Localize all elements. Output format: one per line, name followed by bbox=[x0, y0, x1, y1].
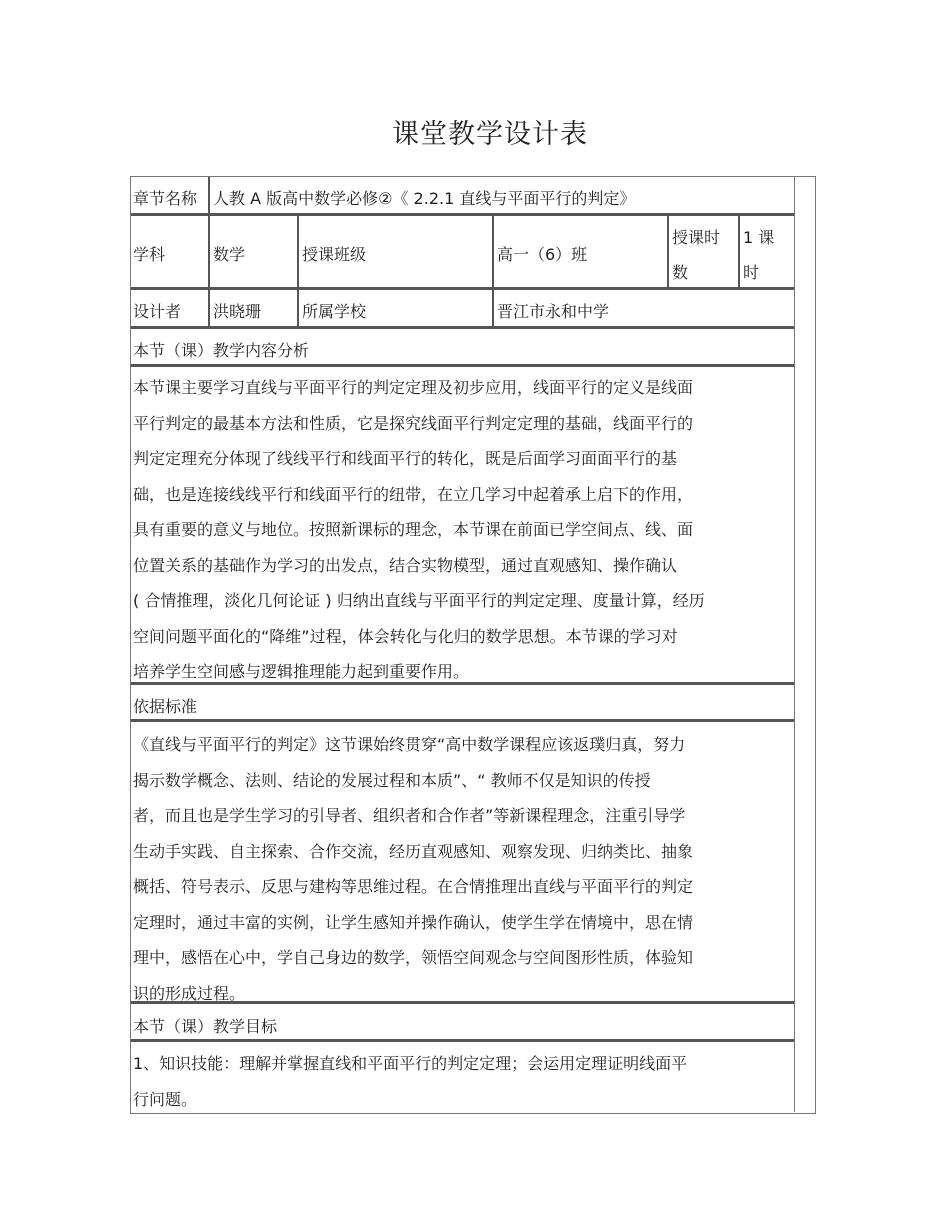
chapter-name-value: 人教 A 版高中数学必修②《 2.2.1 直线与平面平行的判定》 bbox=[213, 189, 636, 208]
row-divider bbox=[131, 1039, 794, 1042]
content-analysis-heading: 本节（课）教学内容分析 bbox=[133, 341, 310, 360]
row-divider bbox=[131, 364, 794, 367]
paragraph-line: 具有重要的意义与地位。按照新课标的理念，本节课在前面已学空间点、线、面 bbox=[133, 520, 694, 539]
designer-value: 洪晓珊 bbox=[213, 302, 262, 321]
column-divider bbox=[297, 214, 299, 327]
school-label: 所属学校 bbox=[302, 302, 367, 321]
school-value: 晋江市永和中学 bbox=[497, 302, 610, 321]
row-divider bbox=[131, 287, 794, 290]
column-divider bbox=[738, 214, 740, 289]
class-label: 授课班级 bbox=[302, 245, 367, 264]
paragraph-line: 识的形成过程。 bbox=[133, 983, 246, 1003]
hours-value-line1: 1 课 bbox=[743, 228, 775, 247]
column-divider bbox=[492, 214, 494, 327]
paragraph-line: 者，而且也是学生学习的引导者、组织者和合作者”等新课程理念，注重引导学 bbox=[133, 806, 686, 825]
basis-standard-heading: 依据标准 bbox=[133, 697, 198, 716]
hours-label-line2: 数 bbox=[672, 263, 689, 282]
paragraph-line: 生动手实践、自主探索、合作交流，经历直观感知、观察发现、归纳类比、抽象 bbox=[133, 841, 694, 861]
column-divider bbox=[208, 177, 210, 327]
chapter-name-label: 章节名称 bbox=[133, 189, 198, 208]
paragraph-line: ( 合情推理，淡化几何论证 ) 归纳出直线与平面平行的判定定理、度量计算，经历 bbox=[133, 591, 705, 610]
hours-value-line2: 时 bbox=[743, 263, 760, 282]
paragraph-line: 1、知识技能：理解并掌握直线和平面平行的判定定理；会运用定理证明线面平 bbox=[133, 1054, 688, 1073]
paragraph-line: 概括、符号表示、反思与建构等思维过程。在合情推理出直线与平面平行的判定 bbox=[133, 877, 694, 896]
designer-label: 设计者 bbox=[133, 302, 182, 321]
teaching-goals-heading: 本节（课）教学目标 bbox=[133, 1017, 278, 1036]
teaching-goals-body bbox=[133, 1046, 687, 1117]
paragraph-line: 空间问题平面化的“降维”过程，体会转化与化归的数学思想。本节课的学习对 bbox=[133, 626, 678, 646]
paragraph-line: 础，也是连接线线平行和线面平行的纽带，在立几学习中起着承上启下的作用， bbox=[133, 484, 694, 504]
subject-value: 数学 bbox=[213, 245, 246, 264]
paragraph-line: 定理时，通过丰富的实例，让学生感知并操作确认，使学生学在情境中，思在情 bbox=[133, 912, 694, 932]
paragraph-line: 《直线与平面平行的判定》这节课始终贯穿“高中数学课程应该返璞归真，努力 bbox=[133, 735, 686, 754]
hours-label-line1: 授课时 bbox=[672, 228, 721, 247]
paragraph-line: 本节课主要学习直线与平面平行的判定定理及初步应用，线面平行的定义是线面 bbox=[133, 378, 694, 397]
paragraph-line: 揭示数学概念、法则、结论的发展过程和本质”、“ 教师不仅是知识的传授 bbox=[133, 770, 651, 790]
column-divider bbox=[667, 214, 669, 289]
table-right-border bbox=[794, 176, 795, 1112]
row-divider bbox=[131, 719, 794, 722]
basis-standard-body bbox=[133, 727, 693, 1011]
paragraph-line: 理中，感悟在心中，学自己身边的数学，领悟空间观念与空间图形性质，体验知 bbox=[133, 948, 694, 967]
subject-label: 学科 bbox=[133, 245, 166, 264]
paragraph-line: 判定定理充分体现了线线平行和线面平行的转化，既是后面学习面面平行的基 bbox=[133, 449, 678, 468]
row-divider bbox=[131, 326, 794, 329]
paragraph-line: 培养学生空间感与逻辑推理能力起到重要作用。 bbox=[133, 662, 470, 681]
class-value: 高一（6）班 bbox=[497, 245, 588, 264]
page-title: 课堂教学设计表 bbox=[392, 119, 588, 150]
paragraph-line: 行问题。 bbox=[133, 1089, 198, 1109]
paragraph-line: 位置关系的基础作为学习的出发点，结合实物模型，通过直观感知、操作确认 bbox=[133, 555, 678, 575]
paragraph-line: 平行判定的最基本方法和性质，它是探究线面平行判定定理的基础，线面平行的 bbox=[133, 413, 694, 433]
content-analysis-body bbox=[133, 370, 705, 690]
row-divider bbox=[131, 213, 794, 216]
